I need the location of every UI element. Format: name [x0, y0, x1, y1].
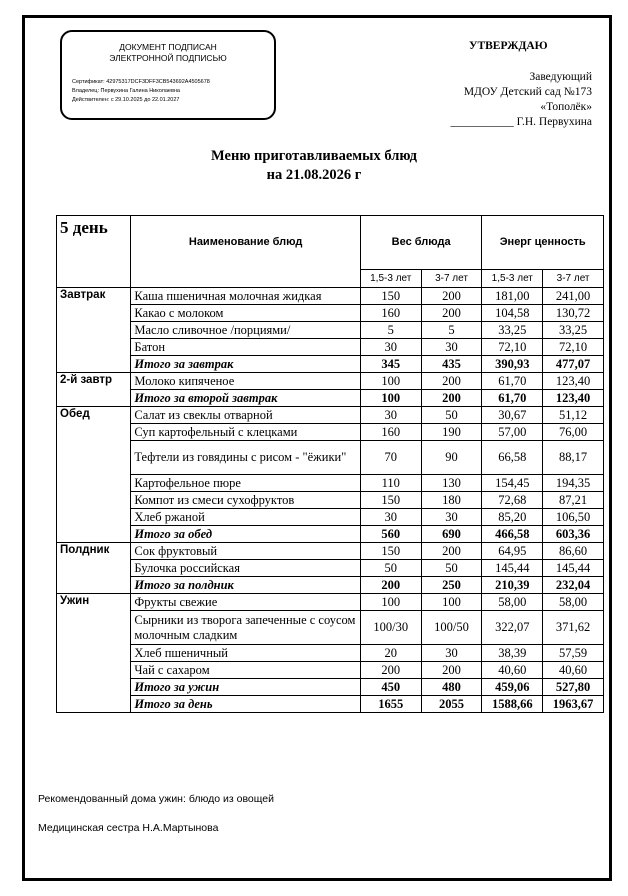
energy-3-7-cell: 371,62 [543, 611, 604, 645]
table-row [57, 645, 604, 662]
table-row [57, 509, 604, 526]
table-row [57, 560, 604, 577]
energy-1-5-3-cell: 459,06 [482, 679, 543, 696]
energy-1-5-3-cell: 154,45 [482, 475, 543, 492]
weight-3-7-cell: 50 [421, 560, 482, 577]
meal-cell: Завтрак [57, 288, 131, 305]
dish-name-cell: Итого за обед [131, 526, 360, 543]
meal-cell [57, 560, 131, 577]
weight-1-5-3-cell: 200 [360, 662, 421, 679]
meal-cell [57, 441, 131, 475]
weight-3-7-cell: 2055 [421, 696, 482, 713]
table-row [57, 305, 604, 322]
energy-3-7-cell: 86,60 [543, 543, 604, 560]
meal-cell: Обед [57, 407, 131, 424]
weight-3-7-cell: 200 [421, 662, 482, 679]
energy-3-7-cell: 87,21 [543, 492, 604, 509]
energy-3-7-cell: 40,60 [543, 662, 604, 679]
weight-3-7-cell: 90 [421, 441, 482, 475]
weight-1-5-3-cell: 1655 [360, 696, 421, 713]
energy-1-5-3-cell: 58,00 [482, 594, 543, 611]
weight-1-5-3-cell: 100 [360, 594, 421, 611]
weight-1-5-3-cell: 150 [360, 543, 421, 560]
table-row [57, 322, 604, 339]
meal-cell [57, 526, 131, 543]
weight-1-5-3-cell: 30 [360, 407, 421, 424]
table-total-row [57, 577, 604, 594]
energy-1-5-3-cell: 322,07 [482, 611, 543, 645]
weight-3-7-cell: 200 [421, 543, 482, 560]
table-row [57, 662, 604, 679]
meal-cell [57, 390, 131, 407]
meal-cell [57, 645, 131, 662]
recommended-dinner-note: Рекомендованный дома ужин: блюдо из овощей [38, 793, 274, 805]
meal-cell [57, 339, 131, 356]
weight-1-5-3-cell: 100 [360, 390, 421, 407]
energy-3-7-cell: 241,00 [543, 288, 604, 305]
nurse-signature: Медицинская сестра Н.А.Мартынова [38, 822, 219, 834]
weight-3-7-cell: 250 [421, 577, 482, 594]
meal-cell: Ужин [57, 594, 131, 611]
stamp-title-line1: ДОКУМЕНТ ПОДПИСАН [119, 42, 217, 52]
energy-3-7-cell: 33,25 [543, 322, 604, 339]
weight-1-5-3-cell: 160 [360, 424, 421, 441]
dish-name-cell: Фрукты свежие [131, 594, 360, 611]
dish-name-cell: Какао с молоком [131, 305, 360, 322]
meal-cell: Полдник [57, 543, 131, 560]
energy-3-7-cell: 76,00 [543, 424, 604, 441]
weight-1-5-3-cell: 160 [360, 305, 421, 322]
energy-1-5-3-cell: 1588,66 [482, 696, 543, 713]
dish-name-cell: Итого за полдник [131, 577, 360, 594]
table-row [57, 475, 604, 492]
subheader-empty [131, 270, 360, 288]
stamp-validity: Действителен: с 29.10.2025 до 22.01.2027 [72, 97, 180, 103]
dish-name-cell: Итого за второй завтрак [131, 390, 360, 407]
stamp-owner: Владелец: Первухина Галина Николаевна [72, 88, 180, 94]
energy-1-5-3-cell: 61,70 [482, 373, 543, 390]
dish-name-cell: Суп картофельный с клецками [131, 424, 360, 441]
signature-stamp [60, 30, 276, 120]
weight-3-7-cell: 200 [421, 373, 482, 390]
weight-3-7-cell: 435 [421, 356, 482, 373]
energy-1-5-3-cell: 33,25 [482, 322, 543, 339]
weight-3-7-cell: 200 [421, 305, 482, 322]
energy-3-7-cell: 57,59 [543, 645, 604, 662]
dish-name-cell: Масло сливочное /порциями/ [131, 322, 360, 339]
meal-cell: 2-й завтр [57, 373, 131, 390]
page-date: на 21.08.2026 г [266, 167, 362, 183]
table-row [57, 339, 604, 356]
energy-1-5-3-cell: 30,67 [482, 407, 543, 424]
table-total-row [57, 390, 604, 407]
energy-1-5-3-cell: 38,39 [482, 645, 543, 662]
column-header-weight: Вес блюда [360, 216, 482, 270]
weight-3-7-cell: 200 [421, 288, 482, 305]
dish-name-cell: Молоко кипяченое [131, 373, 360, 390]
table-row [57, 424, 604, 441]
weight-3-7-cell: 30 [421, 645, 482, 662]
weight-1-5-3-cell: 560 [360, 526, 421, 543]
energy-3-7-cell: 145,44 [543, 560, 604, 577]
energy-1-5-3-cell: 72,68 [482, 492, 543, 509]
energy-1-5-3-cell: 390,93 [482, 356, 543, 373]
energy-1-5-3-cell: 210,39 [482, 577, 543, 594]
energy-3-7-cell: 51,12 [543, 407, 604, 424]
meal-cell [57, 611, 131, 645]
energy-1-5-3-cell: 181,00 [482, 288, 543, 305]
energy-age-2: 3-7 лет [543, 270, 604, 288]
weight-1-5-3-cell: 20 [360, 645, 421, 662]
energy-3-7-cell: 58,00 [543, 594, 604, 611]
table-row [57, 407, 604, 424]
energy-3-7-cell: 232,04 [543, 577, 604, 594]
energy-1-5-3-cell: 466,58 [482, 526, 543, 543]
dish-name-cell: Сырники из творога запеченные с соусом молочным сладким [131, 611, 360, 645]
meal-cell [57, 322, 131, 339]
dish-name-cell: Тефтели из говядины с рисом - "ёжики" [131, 441, 360, 475]
meal-cell [57, 475, 131, 492]
weight-3-7-cell: 480 [421, 679, 482, 696]
energy-1-5-3-cell: 85,20 [482, 509, 543, 526]
table-total-row [57, 696, 604, 713]
weight-1-5-3-cell: 200 [360, 577, 421, 594]
subheader-empty [57, 270, 131, 288]
approval-heading: УТВЕРЖДАЮ [469, 40, 548, 52]
dish-name-cell: Каша пшеничная молочная жидкая [131, 288, 360, 305]
table-row [57, 611, 604, 645]
weight-3-7-cell: 100 [421, 594, 482, 611]
weight-3-7-cell: 690 [421, 526, 482, 543]
weight-3-7-cell: 180 [421, 492, 482, 509]
dish-name-cell: Сок фруктовый [131, 543, 360, 560]
dish-name-cell: Итого за день [131, 696, 360, 713]
weight-3-7-cell: 30 [421, 509, 482, 526]
weight-3-7-cell: 5 [421, 322, 482, 339]
weight-1-5-3-cell: 30 [360, 339, 421, 356]
stamp-title-line2: ЭЛЕКТРОННОЙ ПОДПИСЬЮ [109, 53, 227, 63]
table-row [57, 373, 604, 390]
weight-1-5-3-cell: 70 [360, 441, 421, 475]
weight-1-5-3-cell: 450 [360, 679, 421, 696]
table-row [57, 594, 604, 611]
dish-name-cell: Компот из смеси сухофруктов [131, 492, 360, 509]
energy-1-5-3-cell: 104,58 [482, 305, 543, 322]
energy-3-7-cell: 88,17 [543, 441, 604, 475]
meal-cell [57, 577, 131, 594]
meal-cell [57, 424, 131, 441]
table-header-row [57, 216, 604, 270]
approval-organization-name: «Тополёк» [540, 101, 592, 113]
dish-name-cell: Батон [131, 339, 360, 356]
energy-3-7-cell: 527,80 [543, 679, 604, 696]
weight-age-1: 1,5-3 лет [360, 270, 421, 288]
weight-1-5-3-cell: 150 [360, 492, 421, 509]
table-row [57, 288, 604, 305]
energy-age-1: 1,5-3 лет [482, 270, 543, 288]
dish-name-cell: Чай с сахаром [131, 662, 360, 679]
dish-name-cell: Хлеб ржаной [131, 509, 360, 526]
meal-cell [57, 696, 131, 713]
energy-1-5-3-cell: 72,10 [482, 339, 543, 356]
energy-3-7-cell: 106,50 [543, 509, 604, 526]
meal-cell [57, 662, 131, 679]
energy-3-7-cell: 477,07 [543, 356, 604, 373]
weight-3-7-cell: 190 [421, 424, 482, 441]
approval-position: Заведующий [529, 71, 592, 83]
table-row [57, 441, 604, 475]
weight-1-5-3-cell: 100 [360, 373, 421, 390]
energy-3-7-cell: 123,40 [543, 373, 604, 390]
weight-1-5-3-cell: 5 [360, 322, 421, 339]
meal-cell [57, 679, 131, 696]
dish-name-cell: Картофельное пюре [131, 475, 360, 492]
dish-name-cell: Итого за ужин [131, 679, 360, 696]
dish-name-cell: Салат из свеклы отварной [131, 407, 360, 424]
weight-3-7-cell: 100/50 [421, 611, 482, 645]
table-total-row [57, 356, 604, 373]
energy-1-5-3-cell: 145,44 [482, 560, 543, 577]
energy-1-5-3-cell: 64,95 [482, 543, 543, 560]
table-total-row [57, 679, 604, 696]
stamp-certificate: Сертификат: 42975317DCF3DFF3CB543692A4505678 [72, 79, 210, 85]
table-total-row [57, 526, 604, 543]
weight-1-5-3-cell: 30 [360, 509, 421, 526]
meal-cell [57, 509, 131, 526]
weight-1-5-3-cell: 100/30 [360, 611, 421, 645]
energy-1-5-3-cell: 66,58 [482, 441, 543, 475]
energy-3-7-cell: 123,40 [543, 390, 604, 407]
table-row [57, 492, 604, 509]
table-subheader-row [57, 270, 604, 288]
menu-table [56, 215, 604, 713]
energy-1-5-3-cell: 57,00 [482, 424, 543, 441]
energy-3-7-cell: 72,10 [543, 339, 604, 356]
energy-3-7-cell: 1963,67 [543, 696, 604, 713]
dish-name-cell: Булочка российская [131, 560, 360, 577]
dish-name-cell: Итого за завтрак [131, 356, 360, 373]
meal-cell [57, 356, 131, 373]
weight-3-7-cell: 200 [421, 390, 482, 407]
weight-3-7-cell: 130 [421, 475, 482, 492]
weight-1-5-3-cell: 345 [360, 356, 421, 373]
weight-3-7-cell: 50 [421, 407, 482, 424]
weight-1-5-3-cell: 150 [360, 288, 421, 305]
energy-3-7-cell: 130,72 [543, 305, 604, 322]
energy-3-7-cell: 603,36 [543, 526, 604, 543]
weight-1-5-3-cell: 50 [360, 560, 421, 577]
column-header-energy: Энерг ценность [482, 216, 604, 270]
column-header-name: Наименование блюд [131, 216, 360, 270]
page-title: Меню приготавливаемых блюд [211, 148, 417, 164]
weight-1-5-3-cell: 110 [360, 475, 421, 492]
approval-organization: МДОУ Детский сад №173 [463, 86, 592, 98]
energy-1-5-3-cell: 40,60 [482, 662, 543, 679]
table-row [57, 543, 604, 560]
meal-cell [57, 305, 131, 322]
energy-1-5-3-cell: 61,70 [482, 390, 543, 407]
approval-signature: ___________ Г.Н. Первухина [450, 116, 592, 128]
dish-name-cell: Хлеб пшеничный [131, 645, 360, 662]
meal-cell [57, 492, 131, 509]
weight-age-2: 3-7 лет [421, 270, 482, 288]
energy-3-7-cell: 194,35 [543, 475, 604, 492]
day-label: 5 день [57, 216, 131, 270]
weight-3-7-cell: 30 [421, 339, 482, 356]
